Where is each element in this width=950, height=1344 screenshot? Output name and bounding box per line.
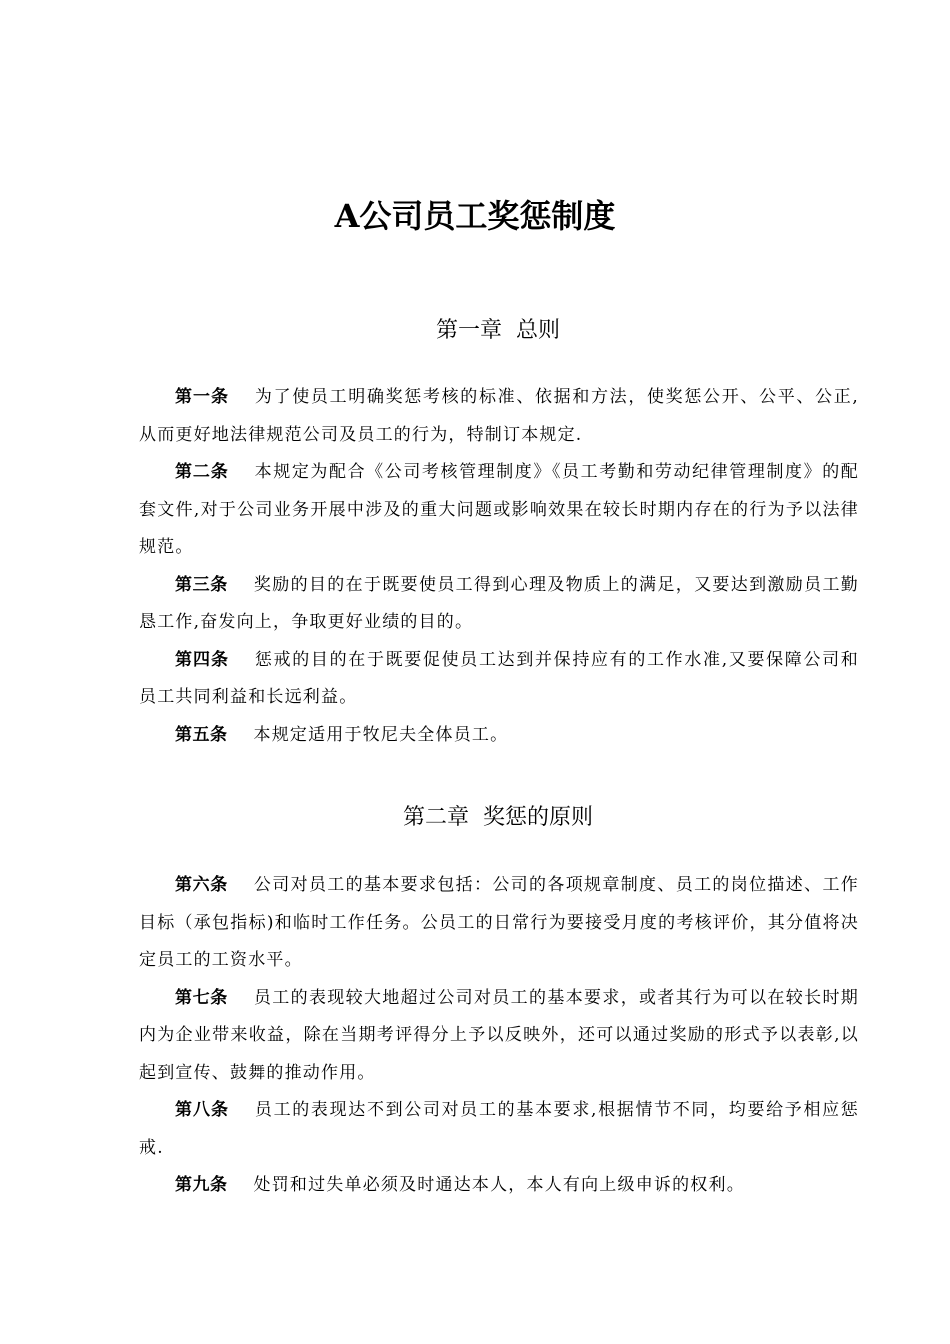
article-label: 第九条	[175, 1175, 228, 1195]
chapter-heading-1	[0, 314, 950, 348]
chapter-number: 第二章	[402, 805, 469, 830]
article-label: 第五条	[175, 724, 228, 745]
article-label: 第六条	[175, 875, 228, 895]
chapter-name: 总则	[516, 318, 561, 343]
article-text: 本规定为配合《公司考核管理制度》《员工考勤和劳动纪律管理制度》的配套文件,对于公司业务开展中涉及的重大问题或影响效果在较长时期内存在的行为予以法律规范。	[139, 462, 859, 557]
article-text: 惩戒的目的在于既要促使员工达到并保持应有的工作水准,又要保障公司和员工共同利益和长远利益。	[139, 649, 859, 707]
article-text: 员工的表现达不到公司对员工的基本要求,根据情节不同，均要给予相应惩戒.	[139, 1100, 859, 1158]
chapter-number: 第一章	[435, 318, 502, 343]
chapter-2-articles	[139, 867, 859, 1205]
article-5	[139, 717, 859, 755]
article-text: 公司对员工的基本要求包括：公司的各项规章制度、员工的岗位描述、工作目标（承包指标)和临时工作任务。公员工的日常行为要接受月度的考核评价，其分值将决定员工的工资水平。	[139, 875, 859, 970]
article-label: 第四条	[175, 649, 229, 670]
article-text: 本规定适用于牧尼夫全体员工。	[253, 724, 509, 745]
article-6	[139, 867, 859, 980]
chapter-1-articles	[139, 379, 859, 754]
chapter-heading-2	[0, 801, 950, 835]
chapter-name: 奖惩的原则	[483, 805, 594, 830]
article-label: 第八条	[175, 1100, 229, 1120]
article-text: 处罚和过失单必须及时通达本人，本人有向上级申诉的权利。	[253, 1175, 745, 1195]
article-3	[139, 567, 859, 642]
article-text: 为了使员工明确奖惩考核的标准、依据和方法，使奖惩公开、公平、公正,从而更好地法律规范公司及员工的行为，特制订本规定.	[139, 387, 859, 445]
article-8	[139, 1092, 859, 1167]
article-label: 第二条	[175, 462, 229, 482]
article-2	[139, 454, 859, 567]
article-text: 员工的表现较大地超过公司对员工的基本要求，或者其行为可以在较长时期内为企业带来收益，除在当期考评得分上予以反映外，还可以通过奖励的形式予以表彰,以起到宣传、鼓舞的推动作用。	[139, 987, 859, 1083]
document-title: A公司员工奖惩制度	[334, 197, 616, 235]
article-4	[139, 642, 859, 717]
article-7	[139, 980, 859, 1093]
article-label: 第三条	[175, 574, 228, 595]
article-text: 奖励的目的在于既要使员工得到心理及物质上的满足，又要达到激励员工勤恳工作,奋发向上，争取更好业绩的目的。	[139, 574, 859, 632]
article-label: 第七条	[175, 987, 228, 1008]
article-1	[139, 379, 859, 454]
article-label: 第一条	[175, 387, 229, 407]
article-9	[139, 1167, 859, 1205]
